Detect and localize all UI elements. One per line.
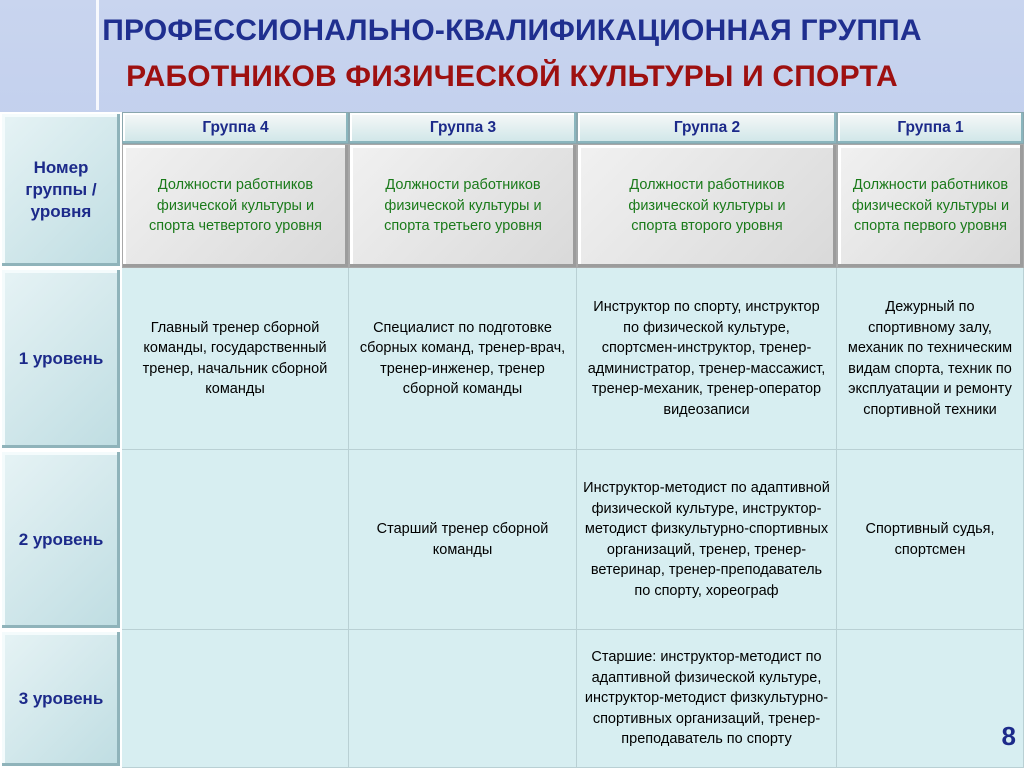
group-description-3: Должности работников физической культуры и спорта третьего уровня [349, 144, 577, 268]
table-cell: Инструктор-методист по адаптивной физической культуре, инструктор-методист физкультурно-спортивных организаций, тренер, тренер-ветеринар, тренер-преподаватель по спорту, хореограф [577, 450, 837, 630]
table-cell [837, 630, 1024, 768]
group-header-2: Группа 2 [577, 112, 837, 144]
table-cell: Старший тренер сборной команды [349, 450, 577, 630]
group-description-4: Должности работников физической культуры и спорта четвертого уровня [122, 144, 349, 268]
table-cell: Спортивный судья, спортсмен [837, 450, 1024, 630]
title-line-2: РАБОТНИКОВ ФИЗИЧЕСКОЙ КУЛЬТУРЫ И СПОРТА [126, 60, 898, 93]
group-header-1: Группа 1 [837, 112, 1024, 144]
qualification-table [0, 112, 1024, 768]
table-cell [122, 450, 349, 630]
table-cell [349, 630, 577, 768]
table-cell: Специалист по подготовке сборных команд, тренер-врач, тренер-инженер, тренер сборной команды [349, 268, 577, 450]
table-cell: Главный тренер сборной команды, государственный тренер, начальник сборной команды [122, 268, 349, 450]
page-number: 8 [1001, 721, 1016, 751]
table-cell: Старшие: инструктор-методист по адаптивной физической культуре, инструктор-методист физкультурно-спортивных организаций, тренер-преподаватель по спорту [577, 630, 837, 768]
title-line-1: ПРОФЕССИОНАЛЬНО-КВАЛИФИКАЦИОННАЯ ГРУППА [102, 14, 922, 47]
group-description-1: Должности работников физической культуры и спорта первого уровня [837, 144, 1024, 268]
group-header-4: Группа 4 [122, 112, 349, 144]
table-cell [122, 630, 349, 768]
row-label-level-2: 2 уровень [0, 450, 122, 630]
table-cell: Дежурный по спортивному залу, механик по техническим видам спорта, техник по эксплуатации и ремонту спортивной техники [837, 268, 1024, 450]
page-title [0, 0, 1024, 110]
group-header-3: Группа 3 [349, 112, 577, 144]
table-cell: Инструктор по спорту, инструктор по физической культуре, спортсмен-инструктор, тренер-администратор, тренер-массажист, тренер-механик, тренер-оператор видеозаписи [577, 268, 837, 450]
group-description-2: Должности работников физической культуры и спорта второго уровня [577, 144, 837, 268]
row-label-level-1: 1 уровень [0, 268, 122, 450]
corner-label: Номер группы / уровня [0, 112, 122, 268]
row-label-level-3: 3 уровень [0, 630, 122, 768]
